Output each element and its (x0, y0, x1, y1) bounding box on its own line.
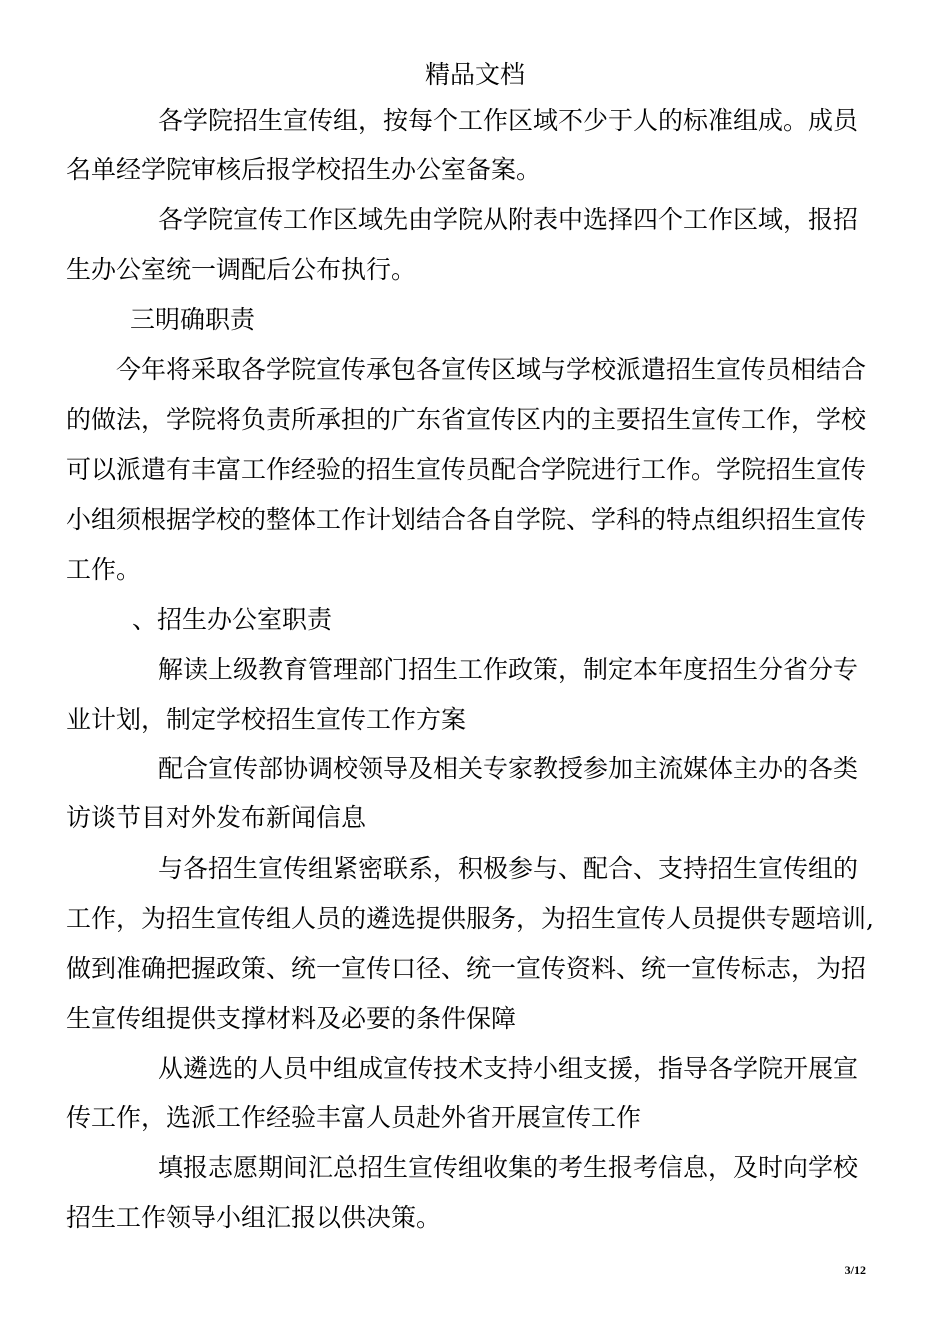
paragraph-line: 配合宣传部协调校领导及相关专家教授参加主流媒体主办的各类 (158, 754, 859, 783)
page-header: 精品文档 (424, 60, 525, 89)
paragraph-line: 解读上级教育管理部门招生工作政策，制定本年度招生分省分专 (158, 655, 859, 684)
paragraph-line: 各学院招生宣传组，按每个工作区域不少于人的标准组成。成员 (158, 106, 859, 135)
paragraph-line: 各学院宣传工作区域先由学院从附表中选择四个工作区域，报招 (158, 205, 859, 234)
section-heading: 、招生办公室职责 (132, 605, 333, 634)
paragraph-line: 今年将采取各学院宣传承包各宣传区域与学校派遣招生宣传员相结合 (116, 355, 867, 384)
paragraph-line: 与各招生宣传组紧密联系，积极参与、配合、支持招生宣传组的 (158, 854, 859, 883)
paragraph-line: 小组须根据学校的整体工作计划结合各自学院、学科的特点组织招生宣传 (66, 505, 867, 534)
page-number: 3/12 (844, 1263, 866, 1277)
paragraph-line: 工作。 (66, 555, 142, 584)
paragraph-line: 生办公室统一调配后公布执行。 (66, 255, 417, 284)
paragraph-line: 业计划，制定学校招生宣传工作方案 (66, 705, 467, 734)
paragraph-line: 传工作，选派工作经验丰富人员赴外省开展宣传工作 (66, 1103, 642, 1132)
paragraph-line: 工作，为招生宣传组人员的遴选提供服务，为招生宣传人员提供专题培训, (66, 904, 874, 933)
section-heading: 三明确职责 (130, 305, 256, 334)
paragraph-line: 从遴选的人员中组成宣传技术支持小组支援，指导各学院开展宣 (158, 1054, 859, 1083)
paragraph-line: 名单经学院审核后报学校招生办公室备案。 (66, 155, 542, 184)
paragraph-line: 生宣传组提供支撑材料及必要的条件保障 (66, 1004, 517, 1033)
paragraph-line: 的做法，学院将负责所承担的广东省宣传区内的主要招生宣传工作，学校 (66, 405, 867, 434)
paragraph-line: 访谈节目对外发布新闻信息 (66, 803, 367, 832)
paragraph-line: 做到准确把握政策、统一宣传口径、统一宣传资料、统一宣传标志，为招 (66, 954, 867, 983)
paragraph-line: 可以派遣有丰富工作经验的招生宣传员配合学院进行工作。学院招生宣传 (66, 455, 867, 484)
paragraph-line: 填报志愿期间汇总招生宣传组收集的考生报考信息，及时向学校 (158, 1153, 859, 1182)
paragraph-line: 招生工作领导小组汇报以供决策。 (66, 1203, 442, 1232)
